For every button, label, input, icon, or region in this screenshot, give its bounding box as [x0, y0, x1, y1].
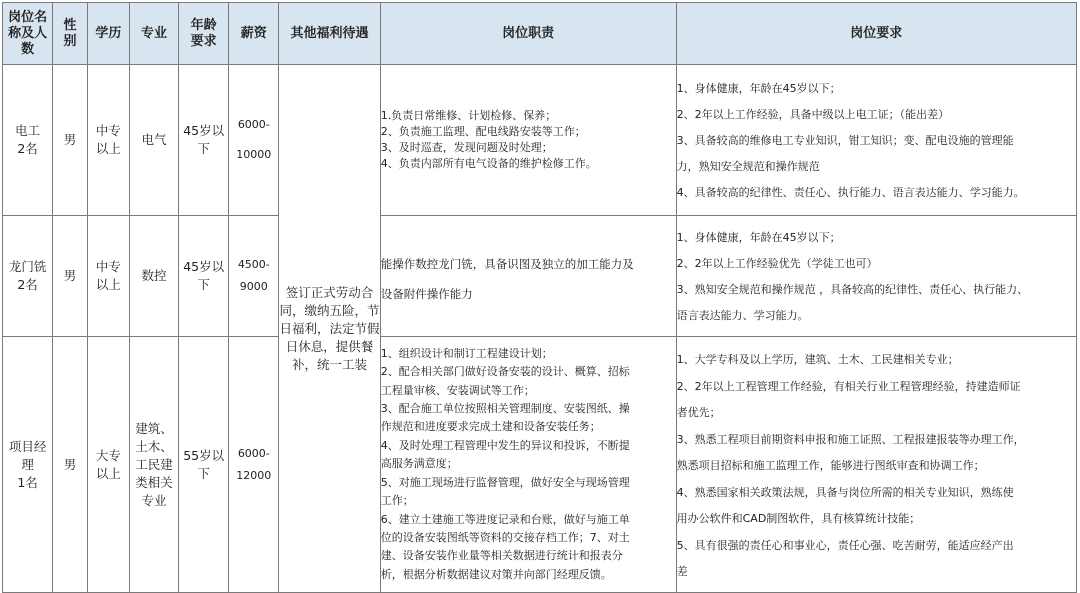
job-title: 项目经理: [8, 438, 47, 472]
job-title-cell: [3, 65, 53, 216]
header-requirements: 岗位要求: [676, 3, 1076, 65]
table-row: [3, 65, 1077, 216]
header-benefits: 其他福利待遇: [279, 3, 380, 65]
table-row: [3, 216, 1077, 337]
job-title-cell: [3, 216, 53, 337]
age-cell: 55岁以下: [179, 337, 229, 593]
education-cell: 中专以上: [87, 216, 129, 337]
sex-cell: 男: [53, 337, 88, 593]
duties-cell: 1.负责日常维修、计划检修、保养； 2、负责施工监理、配电线路安装等工作； 3、及时巡查，发现问题及时处理； 4、负责内部所有电气设备的维护检修工作。: [380, 65, 676, 216]
salary-cell: 6000- 12000: [229, 337, 279, 593]
education-cell: 中专以上: [87, 65, 129, 216]
header-sex: 性别: [53, 3, 88, 65]
duties-cell: 1、组织设计和制订工程建设计划； 2、配合相关部门做好设备安装的设计、概算、招标 工程量审核、安装调试等工作； 3、配合施工单位按照相关管理制度、安装图纸、操 作规范和进度要求完成土建和设备安装任务； 4、及时处理工程管理中发生的异议和投诉，不断提 高服务满意度； 5、对施工现场进行监督管理，做好安全与现场管理 工作； 6、建立土建施工等进度记录和台账，做好与施工单 位的设备安装图纸等资料的交接存档工作；7、对土 建、设备安装作业量等相关数据进行统计和报表分 析，根据分析数据建议对策并向部门经理反馈。: [380, 337, 676, 593]
header-row: [3, 3, 1077, 65]
job-title: 龙门铣: [8, 259, 47, 274]
header-duties: 岗位职责: [380, 3, 676, 65]
sex-cell: 男: [53, 216, 88, 337]
header-major: 专业: [129, 3, 178, 65]
sex-cell: 男: [53, 65, 88, 216]
header-title: 岗位名称及人数: [3, 3, 53, 65]
major-cell: 数控: [129, 216, 178, 337]
requirements-cell: 1、身体健康，年龄在45岁以下； 2、2年以上工作经验，具备中级以上电工证；（能出差） 3、具备较高的维修电工专业知识，钳工知识；变、配电设施的管理能 力，熟知安全规范和操作规范 4、具备较高的纪律性、责任心、执行能力、语言表达能力、学习能力。: [676, 65, 1076, 216]
header-salary: 薪资: [229, 3, 279, 65]
salary-cell: 6000- 10000: [229, 65, 279, 216]
job-count: 2名: [17, 277, 38, 292]
benefits-cell: 签订正式劳动合同，缴纳五险，节日福利，法定节假日休息，提供餐补，统一工装: [279, 65, 380, 593]
major-cell: 建筑、土木、工民建类相关专业: [129, 337, 178, 593]
job-table: [2, 2, 1077, 593]
education-cell: 大专以上: [87, 337, 129, 593]
major-cell: 电气: [129, 65, 178, 216]
header-education: 学历: [87, 3, 129, 65]
table-row: [3, 337, 1077, 593]
duties-cell: 能操作数控龙门铣，具备识图及独立的加工能力及 设备附件操作能力: [380, 216, 676, 337]
job-count: 2名: [17, 141, 38, 156]
age-cell: 45岁以下: [179, 216, 229, 337]
header-age: 年龄要求: [179, 3, 229, 65]
requirements-cell: 1、身体健康，年龄在45岁以下； 2、2年以上工作经验优先（学徒工也可） 3、熟知安全规范和操作规范 ，具备较高的纪律性、责任心、执行能力、 语言表达能力、学习能力。: [676, 216, 1076, 337]
age-cell: 45岁以下: [179, 65, 229, 216]
salary-cell: 4500- 9000: [229, 216, 279, 337]
job-title: 电工: [15, 123, 41, 138]
requirements-cell: 1、大学专科及以上学历，建筑、土木、工民建相关专业； 2、2年以上工程管理工作经验，有相关行业工程管理经验，持建造师证 者优先； 3、熟悉工程项目前期资料申报和施工证照、工程报建报装等办理工作， 熟悉项目招标和施工监理工作，能够进行图纸审查和协调工作； 4、熟悉国家相关政策法规，具备与岗位所需的相关专业知识，熟练使 用办公软件和CAD制图软件，具有核算统计技能； 5、具有很强的责任心和事业心，责任心强、吃苦耐劳，能适应经产出 差: [676, 337, 1076, 593]
job-count: 1名: [17, 474, 38, 490]
job-title-cell: [3, 337, 53, 593]
